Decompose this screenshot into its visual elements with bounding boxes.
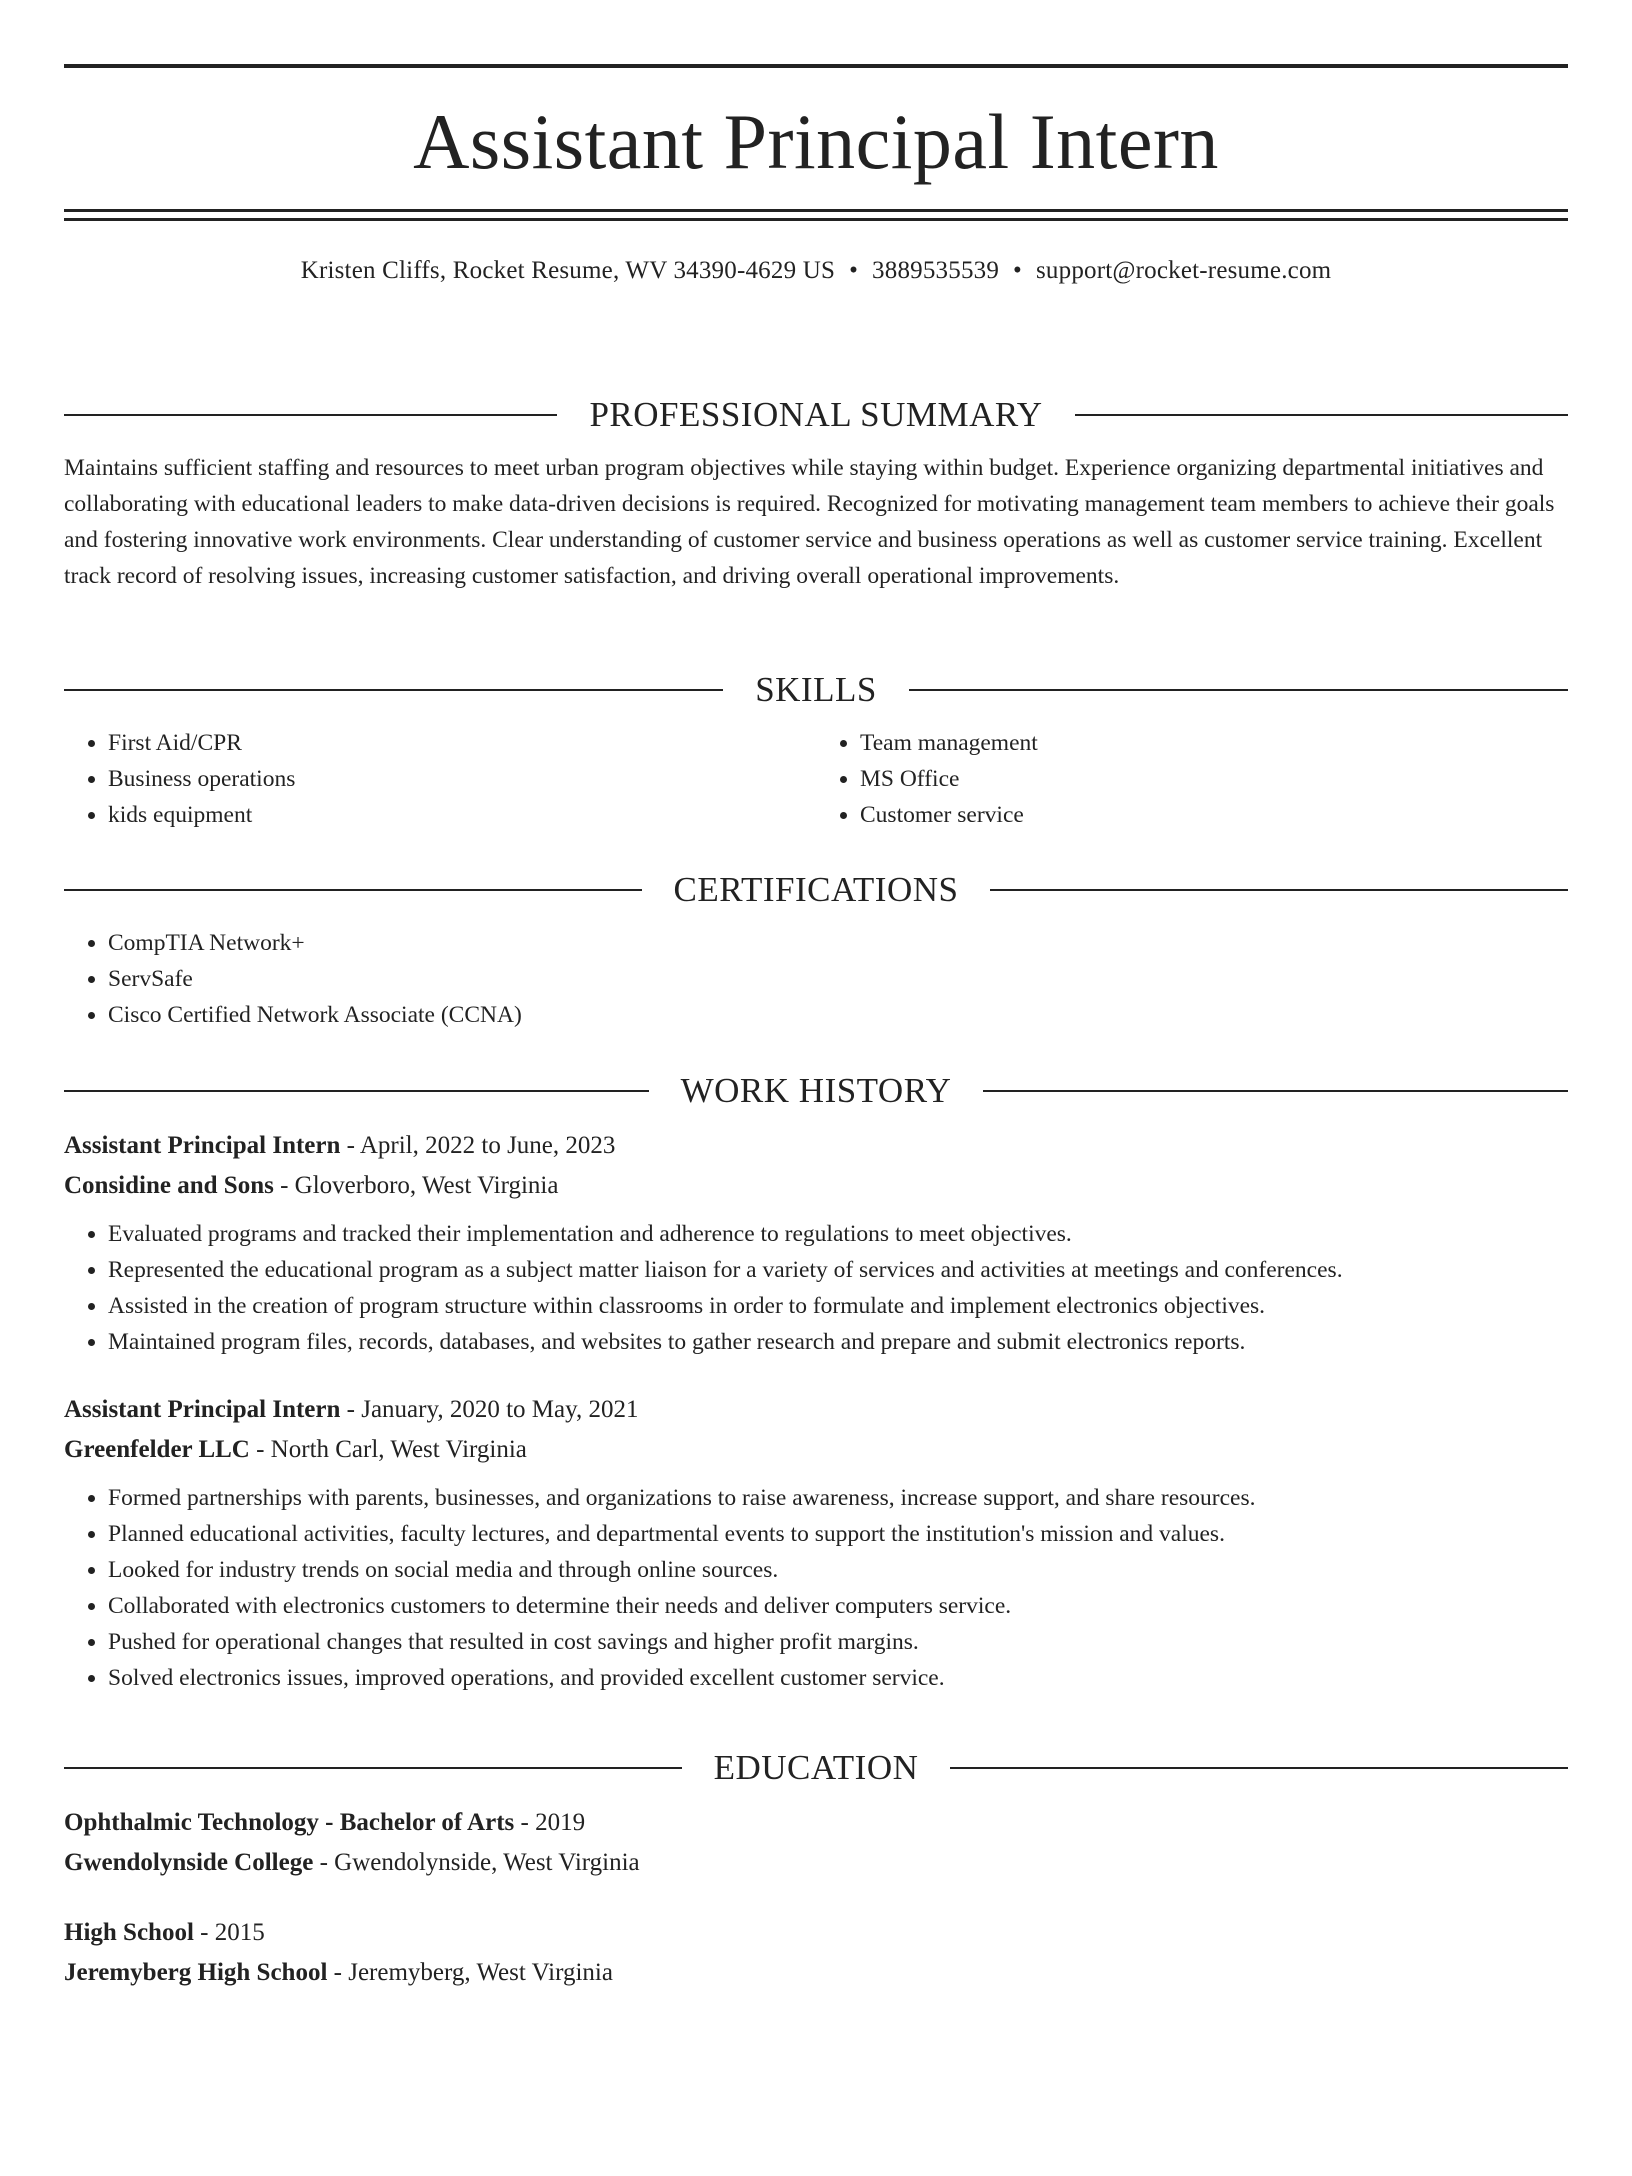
contact-line (64, 257, 1568, 285)
section-heading-education (64, 1750, 1568, 1785)
job-company-line (64, 1430, 1568, 1470)
skills-grid (64, 725, 1568, 833)
job-title-line (64, 1390, 1568, 1430)
job-bullet: • Looked for industry trends on social media and through online sources. (108, 1552, 1568, 1588)
heading-rule (1075, 414, 1568, 416)
education-degree-line (64, 1803, 1568, 1843)
resume-page (0, 64, 1632, 2176)
job-bullet: • Assisted in the creation of program structure within classrooms in order to formulate and implement electronics objectives. (108, 1288, 1568, 1324)
summary-text: Maintains sufficient staffing and resources to meet urban program objectives while staying within budget. Experience organizing departmental initiatives and collaborating with educational leaders to make data-driven decisions is required. Recognized for motivating management team members to achieve their goals and fostering innovative work environments. Clear understanding of customer service and business operations as well as customer service training. Excellent track record of resolving issues, increasing customer satisfaction, and driving overall operational improvements. (64, 455, 1555, 589)
heading-rule (64, 414, 557, 416)
certifications-list (64, 925, 1568, 1033)
skill-item: • Team management (860, 725, 1568, 761)
work-history-section (64, 1073, 1568, 1696)
education-section (64, 1750, 1568, 1993)
skill-item: • MS Office (860, 761, 1568, 797)
heading-rule (64, 889, 642, 891)
section-title: WORK HISTORY (680, 1071, 952, 1110)
job-bullet: • Planned educational activities, faculty lectures, and departmental events to support the institution's mission and values. (108, 1516, 1568, 1552)
skill-item: • First Aid/CPR (108, 725, 816, 761)
job-title: Assistant Principal Intern (64, 1396, 341, 1423)
section-heading-skills (64, 672, 1568, 707)
job-title-line (64, 1126, 1568, 1166)
education-school-line (64, 1953, 1568, 1993)
skills-list-left (64, 725, 816, 833)
section-title: EDUCATION (713, 1748, 919, 1787)
job-company: Considine and Sons (64, 1172, 274, 1199)
title-double-rule (64, 209, 1568, 221)
job-dates: - April, 2022 to June, 2023 (340, 1132, 616, 1159)
contact-separator: • (849, 257, 859, 284)
heading-rule (909, 689, 1568, 691)
job-dates: - January, 2020 to May, 2021 (340, 1396, 639, 1423)
job-bullet: • Collaborated with electronics customers to determine their needs and deliver computers service. (108, 1588, 1568, 1624)
education-location: - Jeremyberg, West Virginia (327, 1959, 613, 1986)
heading-rule (990, 889, 1568, 891)
job-company: Greenfelder LLC (64, 1436, 250, 1463)
job-company-line (64, 1166, 1568, 1206)
education-entry (64, 1913, 1568, 1993)
contact-separator: • (1013, 257, 1022, 284)
certification-item: • Cisco Certified Network Associate (CCNA) (108, 997, 1568, 1033)
heading-rule (950, 1767, 1568, 1769)
job-location: - Gloverboro, West Virginia (273, 1172, 559, 1199)
job-bullet: • Represented the educational program as a subject matter liaison for a variety of services and activities at meetings and conferences. (108, 1252, 1568, 1288)
education-school-line (64, 1843, 1568, 1883)
skill-item: • kids equipment (108, 797, 816, 833)
job-entry (64, 1126, 1568, 1360)
education-school: Gwendolynside College (64, 1849, 314, 1876)
education-location: - Gwendolynside, West Virginia (313, 1849, 640, 1876)
job-title: Assistant Principal Intern (64, 1132, 341, 1159)
section-title: CERTIFICATIONS (673, 870, 959, 909)
job-entry (64, 1390, 1568, 1696)
summary-section (64, 397, 1568, 594)
skills-section (64, 672, 1568, 833)
education-degree-line (64, 1913, 1568, 1953)
job-bullet: • Evaluated programs and tracked their implementation and adherence to regulations to meet objectives. (108, 1216, 1568, 1252)
section-heading-certifications (64, 872, 1568, 907)
heading-rule (64, 689, 723, 691)
contact-phone: 3889535539 (872, 257, 1000, 284)
certifications-section (64, 872, 1568, 1033)
skill-item: • Business operations (108, 761, 816, 797)
education-degree: Ophthalmic Technology - Bachelor of Arts (64, 1809, 515, 1836)
job-bullet: • Maintained program files, records, databases, and websites to gather research and prepare and submit electronics reports. (108, 1324, 1568, 1360)
skills-list-right (816, 725, 1568, 833)
section-title: SKILLS (755, 670, 877, 709)
heading-rule (983, 1090, 1568, 1092)
section-heading-summary (64, 397, 1568, 432)
contact-address: Kristen Cliffs, Rocket Resume, WV 34390-4629 US (300, 257, 836, 284)
contact-email: support@rocket-resume.com (1036, 257, 1332, 284)
heading-rule (64, 1090, 649, 1092)
certification-item: • CompTIA Network+ (108, 925, 1568, 961)
job-bullets (64, 1216, 1568, 1360)
education-year: - 2015 (193, 1919, 265, 1946)
job-location: - North Carl, West Virginia (249, 1436, 527, 1463)
education-year: - 2019 (514, 1809, 586, 1836)
resume-title: Assistant Principal Intern (413, 98, 1219, 185)
education-school: Jeremyberg High School (64, 1959, 328, 1986)
heading-rule (64, 1767, 682, 1769)
job-bullets (64, 1480, 1568, 1696)
top-rule (64, 64, 1568, 68)
job-bullet: • Solved electronics issues, improved operations, and provided excellent customer service. (108, 1660, 1568, 1696)
skill-item: • Customer service (860, 797, 1568, 833)
job-bullet: • Pushed for operational changes that resulted in cost savings and higher profit margins. (108, 1624, 1568, 1660)
education-degree: High School (64, 1919, 194, 1946)
job-bullet: • Formed partnerships with parents, businesses, and organizations to raise awareness, increase support, and share resources. (108, 1480, 1568, 1516)
section-title: PROFESSIONAL SUMMARY (589, 395, 1043, 434)
section-heading-work (64, 1073, 1568, 1108)
education-entry (64, 1803, 1568, 1883)
certification-item: • ServSafe (108, 961, 1568, 997)
